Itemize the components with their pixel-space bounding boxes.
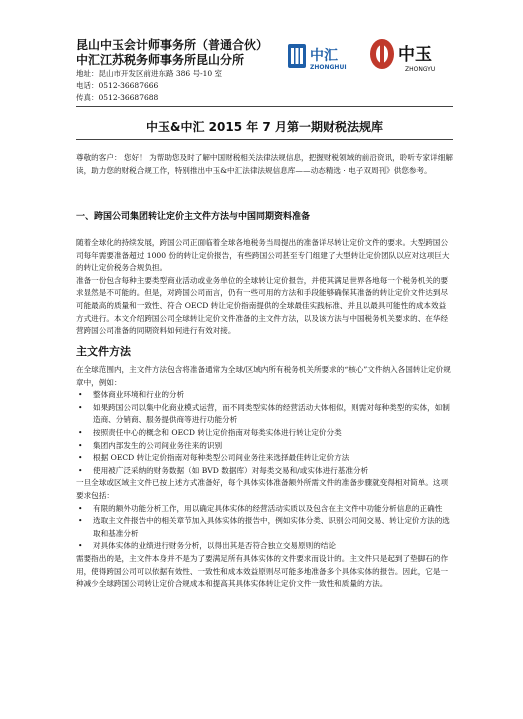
list-item: • 有限的额外功能分析工作，用以确定具体实体的经营活动实质以及包含在主文件中功能分析信息的正确性 [76,503,453,516]
list-item: • 整体商业环境和行业的分析 [76,389,453,402]
section1-paragraph1: 随着全球化的持续发展，跨国公司正面临着全球各地税务当局提出的准备详尽转让定价文件的要求。大型跨国公司每年需要准备超过 1000 份的转让定价报告，有些跨国公司甚至专门组建了大型转让定价团队以应对这项巨大的转让定价税务合规负担。 [76,238,450,273]
zhongyu-emblem-icon [368,35,452,75]
zhongyu-logo [368,35,452,75]
firm-fax: 传真：0512-36687688 [76,93,159,102]
list-item: • 根据 OECD 转让定价指南对每种类型公司间业务往来选择最佳转让定价方法 [76,452,453,465]
letterhead [76,38,306,104]
firm-address: 地址：昆山市开发区前进东路 386 号-10 室 [76,69,223,78]
section1-body [76,237,453,338]
logo1-cn: 中汇 [310,48,338,64]
list-item: • 对具体实体的业绩进行财务分析，以得出其是否符合独立交易原则的结论 [76,540,453,553]
section1-paragraph2: 准备一份包含每种主要类型商业活动或业务单位的全球转让定价报告，并使其满足世界各地每一个税务机关的要求显然是不可能的。但是，对跨国公司而言，仍有一些可用的方法和手段能够确保其准备的转让定价文件达到尽可能最高的质量和一致性、符合 OECD 转让定价指南提供的全球最佳实践标准、并且以最具可能性的成本效益方式进行。本文介绍跨国公司全球转让定价文件准备的主文件方法，以及该方法与中国税务机关要求的、在华经营跨国公司准备的同期资料如何进行有效对接。 [76,275,449,336]
logo1-en: ZHONGHUI [310,64,347,71]
intro-paragraph [76,152,453,177]
header-divider [76,106,453,107]
section2-body [76,364,453,591]
logo2-en: ZHONGYU [405,66,436,73]
section2-heading: 主文件方法 [76,345,131,358]
list-item: • 如果跨国公司以集中化商业模式运营，而不同类型实体的经营活动大体相似，则需对每种类型的实体，如制造商、分销商、服务提供商等进行功能分析 [76,402,453,427]
list-item: • 使用被广泛采纳的财务数据（如 BVD 数据库）对每类交易和/或实体进行基准分析 [76,465,453,478]
list-item: • 按照责任中心的概念和 OECD 转让定价指南对每类实体进行转让定价分类 [76,427,453,440]
section2-closing: 需要指出的是，主文件本身并不是为了要满足所有具体实体的文件要求而设计的。主文件只是起到了垫脚石的作用，使得跨国公司可以依据有效性、一致性和成本效益原则尽可能多地准备多个具体实体的报告。因此，它是一种减少全球跨国公司转让定价合规成本和提高其具体实体转让定价文件一致性和质量的方法。 [76,553,449,589]
list-item: • 集团内部发生的公司间业务往来的识别 [76,440,453,453]
section1-heading: 一、跨国公司集团转让定价主文件方法与中国同期资料准备 [76,212,311,222]
section2-middle: 一旦全球或区域主文件已按上述方式准备好，每个具体实体准备额外所需文件的准备步骤就变得相对简单。这项要求包括： [76,478,449,500]
firm-name-secondary: 中汇江苏税务师事务所昆山分所 [76,53,245,67]
title-divider [76,139,453,140]
zhonghui-emblem-icon [287,42,359,72]
intro-text: 尊敬的客户： 您好！ 为帮助您及时了解中国财税相关法律法规信息，把握财税领域的前沿资讯，聆听专家详细解读，助力您的财税合规工作，特别推出中玉&中汇法律法规信息库——动态精选 · 电子双周刊》供您参考。 [76,153,453,175]
logo2-cn: 中玉 [398,45,432,65]
list-item: • 选取主文件报告中的相关章节加入具体实体的报告中，例如实体分类、识别公司间交易、转让定价方法的选取和基准分析 [76,515,453,540]
firm-name-primary: 昆山中玉会计师事务所（普通合伙） [76,38,269,52]
firm-phone: 电话：0512-36687666 [76,81,159,90]
document-title: 中玉&中汇 2015 年 7 月第一期财税法规库 [146,120,383,134]
zhonghui-logo [287,42,359,72]
section2-lead: 在全球范围内，主文件方法包含将准备通常为全球/区域内所有税务机关所要求的“核心”文件纳入各国转让定价规章中，例如： [76,365,451,387]
